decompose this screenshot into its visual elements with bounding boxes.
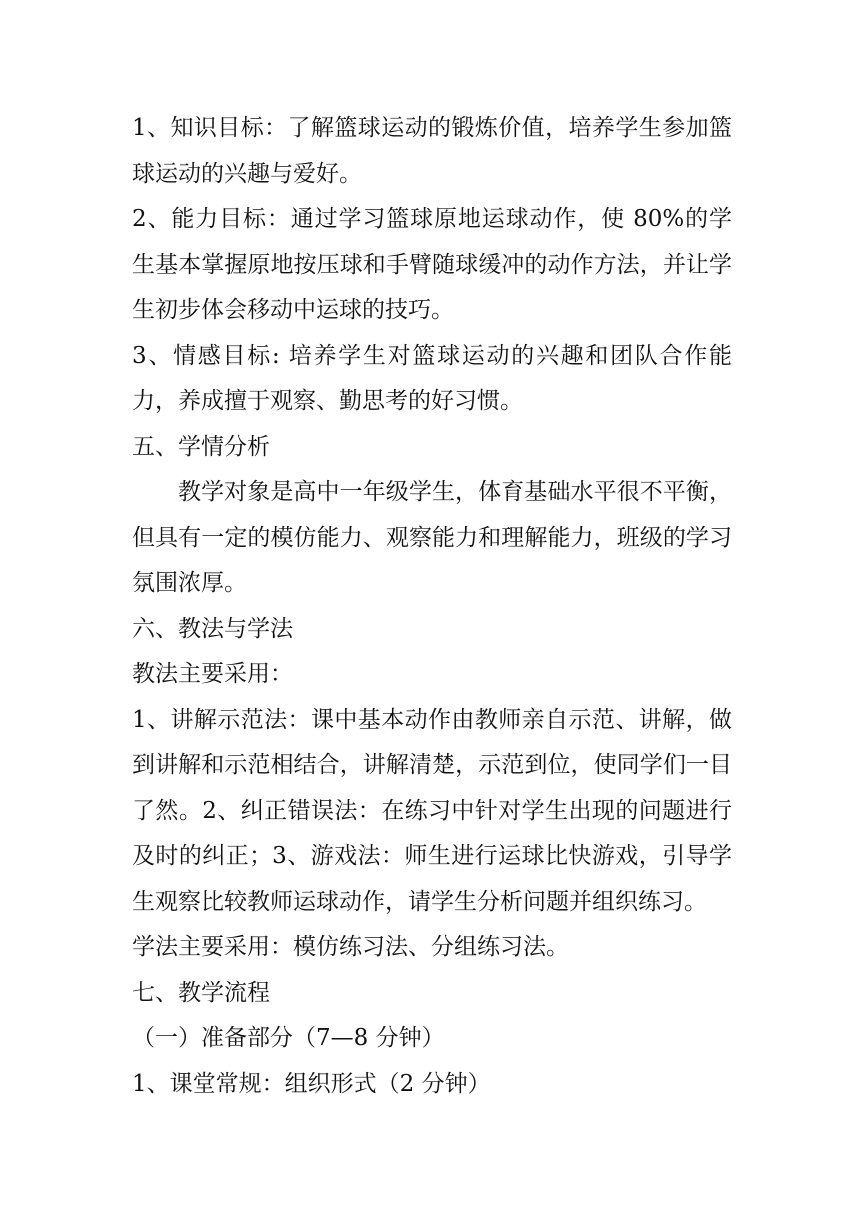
paragraph-knowledge-goal: 1、知识目标：了解篮球运动的锻炼价值，培养学生参加篮球运动的兴趣与爱好。: [132, 115, 732, 187]
document-page: [132, 106, 732, 1107]
paragraph-student-analysis: 教学对象是高中一年级学生，体育基础水平很不平衡，但具有一定的模仿能力、观察能力和理解能力，班级的学习氛围浓厚。: [132, 479, 732, 596]
paragraph-emotion-goal: 3、情感目标: 培养学生对篮球运动的兴趣和团队合作能力，养成擅于观察、勤思考的好习惯。: [132, 342, 732, 414]
paragraph-ability-goal: 2、能力目标：通过学习篮球原地运球动作，使 80%的学生基本掌握原地按压球和手臂随球缓冲的动作方法，并让学生初步体会移动中运球的技巧。: [132, 206, 732, 323]
paragraph-teaching-methods-detail: 1、讲解示范法：课中基本动作由教师亲自示范、讲解，做到讲解和示范相结合，讲解清楚，示范到位，使同学们一目了然。2、纠正错误法：在练习中针对学生出现的问题进行及时的纠正；3、游戏法：师生进行运球比快游戏，引导学生观察比较教师运球动作，请学生分析问题并组织练习。: [132, 706, 732, 915]
paragraph-teaching-methods-intro: 教法主要采用：: [132, 661, 293, 687]
subheading-preparation-part: （一）准备部分（7—8 分钟）: [132, 1025, 445, 1051]
heading-teaching-process: 七、教学流程: [132, 979, 270, 1006]
paragraph-class-routine: 1、课堂常规：组织形式（2 分钟）: [132, 1070, 491, 1097]
paragraph-learning-methods: 学法主要采用：模仿练习法、分组练习法。: [132, 934, 569, 960]
heading-teaching-methods: 六、教法与学法: [132, 615, 293, 642]
heading-student-analysis: 五、学情分析: [132, 433, 270, 460]
